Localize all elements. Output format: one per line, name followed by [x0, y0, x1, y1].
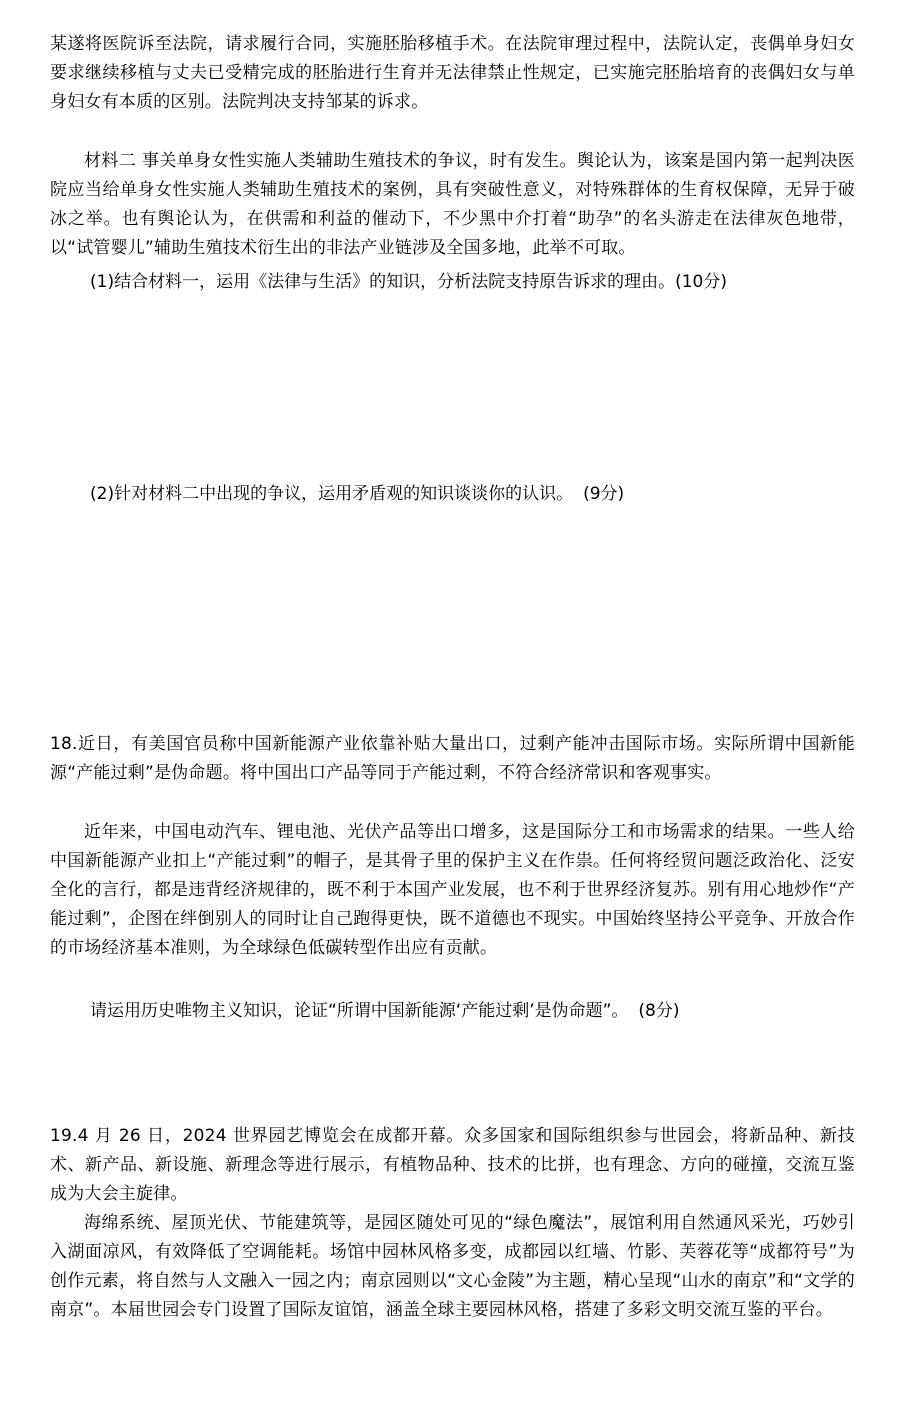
case-paragraph-end: 某遂将医院诉至法院，请求履行合同，实施胚胎移植手术。在法院审理过程中，法院认定，丧偶单身妇女要求继续移植与丈夫已受精完成的胚胎进行生育并无法律禁止性规定，已实施完胚胎培育的丧偶妇女与单身妇女有本质的区别。法院判决支持邹某的诉求。	[50, 34, 855, 112]
question-2	[90, 480, 855, 509]
material-two-paragraph: 材料二 事关单身女性实施人类辅助生殖技术的争议，时有发生。舆论认为，该案是国内第一起判决医院应当给单身女性实施人类辅助生殖技术的案例，具有突破性意义，对特殊群体的生育权保障，无异于破冰之举。也有舆论认为，在供需和利益的催动下，不少黑中介打着“助孕”的名头游走在法律灰色地带，以“试管婴儿”辅助生殖技术衍生出的非法产业链涉及全国多地，此举不可取。	[50, 151, 855, 258]
question-19-intro: 19.4 月 26 日，2024 世界园艺博览会在成都开幕。众多国家和国际组织参与世园会，将新品种、新技术、新产品、新设施、新理念等进行展示，有植物品种、技术的比拼，也有理念、方向的碰撞，交流互鉴成为大会主旋律。	[50, 1126, 855, 1204]
question-18-text: 请运用历史唯物主义知识，论证“所谓中国新能源‘产能过剩’是伪命题”。	[90, 1001, 629, 1021]
question-2-text: (2)针对材料二中出现的争议，运用矛盾观的知识谈谈你的认识。	[90, 484, 574, 504]
question-18-intro: 18.近日，有美国官员称中国新能源产业依靠补贴大量出口，过剩产能冲击国际市场。实际所谓中国新能源“产能过剩”是伪命题。将中国出口产品等同于产能过剩，不符合经济常识和客观事实。	[50, 734, 855, 783]
question-18-prompt	[90, 997, 855, 1026]
question-1: (1)结合材料一，运用《法律与生活》的知识，分析法院支持原告诉求的理由。(10分)	[90, 272, 727, 292]
question-18-material: 近年来，中国电动汽车、锂电池、光伏产品等出口增多，这是国际分工和市场需求的结果。一些人给中国新能源产业扣上“产能过剩”的帽子，是其骨子里的保护主义在作祟。任何将经贸问题泛政治化、泛安全化的言行，都是违背经济规律的，既不利于本国产业发展，也不利于世界经济复苏。别有用心地炒作“产能过剩”，企图在绊倒别人的同时让自己跑得更快，既不道德也不现实。中国始终坚持公平竞争、开放合作的市场经济基本准则，为全球绿色低碳转型作出应有贡献。	[50, 822, 855, 958]
question-2-score: (9分)	[583, 484, 625, 504]
question-19-material: 海绵系统、屋顶光伏、节能建筑等，是园区随处可见的“绿色魔法”，展馆利用自然通风采光，巧妙引入湖面凉风，有效降低了空调能耗。场馆中园林风格多变，成都园以红墙、竹影、芙蓉花等“成都符号”为创作元素，将自然与人文融入一园之内；南京园则以“文心金陵”为主题，精心呈现“山水的南京”和“文学的南京”。本届世园会专门设置了国际友谊馆，涵盖全球主要园林风格，搭建了多彩文明交流互鉴的平台。	[50, 1213, 855, 1320]
question-18-score: (8分)	[638, 1001, 680, 1021]
